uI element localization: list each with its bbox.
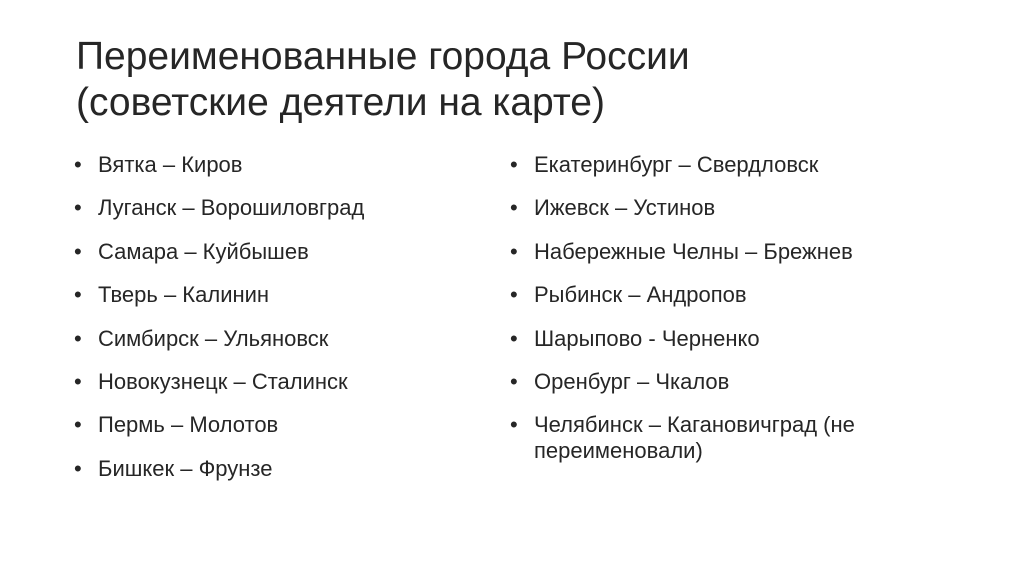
list-item-text: • Екатеринбург – Свердловск [534, 152, 819, 177]
list-item [74, 152, 494, 178]
list-item [510, 195, 950, 221]
list-item [74, 239, 494, 265]
list-item [510, 152, 950, 178]
list-item-text: • Бишкек – Фрунзе [98, 455, 273, 481]
list-item-text: • Новокузнецк – Сталинск [98, 368, 348, 394]
list-item [510, 369, 950, 395]
list-item [510, 326, 950, 352]
list-item [510, 282, 950, 308]
list-item-text: • Луганск – Ворошиловград [98, 195, 365, 221]
list-item [510, 412, 950, 464]
list-item [74, 326, 494, 352]
list-item [74, 369, 494, 395]
list-item [74, 282, 494, 308]
list-item-text: • Самара – Куйбышев [98, 238, 309, 264]
list-item-text: • Ижевск – Устинов [534, 195, 716, 221]
list-item-text: • Рыбинск – Андропов [534, 282, 747, 308]
list-item [74, 412, 494, 438]
list-item-text: • Симбирск – Ульяновск [98, 325, 329, 351]
list-item-text: • Пермь – Молотов [98, 412, 279, 438]
list-item-text: • Шарыпово - Черненко [534, 325, 760, 351]
slide-title-line-1: Переименованные города России [76, 35, 690, 78]
slide-title [76, 34, 956, 126]
list-item [510, 239, 950, 265]
right-bullet-list [510, 152, 950, 482]
list-item-text: • Челябинск – Кагановичград (не переименовали) [534, 412, 855, 464]
list-item-text: • Оренбург – Чкалов [534, 368, 730, 394]
list-item [74, 456, 494, 482]
left-bullet-list [74, 152, 494, 499]
list-item-text: • Набережные Челны – Брежнев [534, 238, 853, 264]
list-item-text: • Вятка – Киров [98, 152, 243, 177]
list-item [74, 195, 494, 221]
slide-title-line-2: (советские деятели на карте) [76, 81, 605, 124]
list-item-text: • Тверь – Калинин [98, 282, 270, 308]
